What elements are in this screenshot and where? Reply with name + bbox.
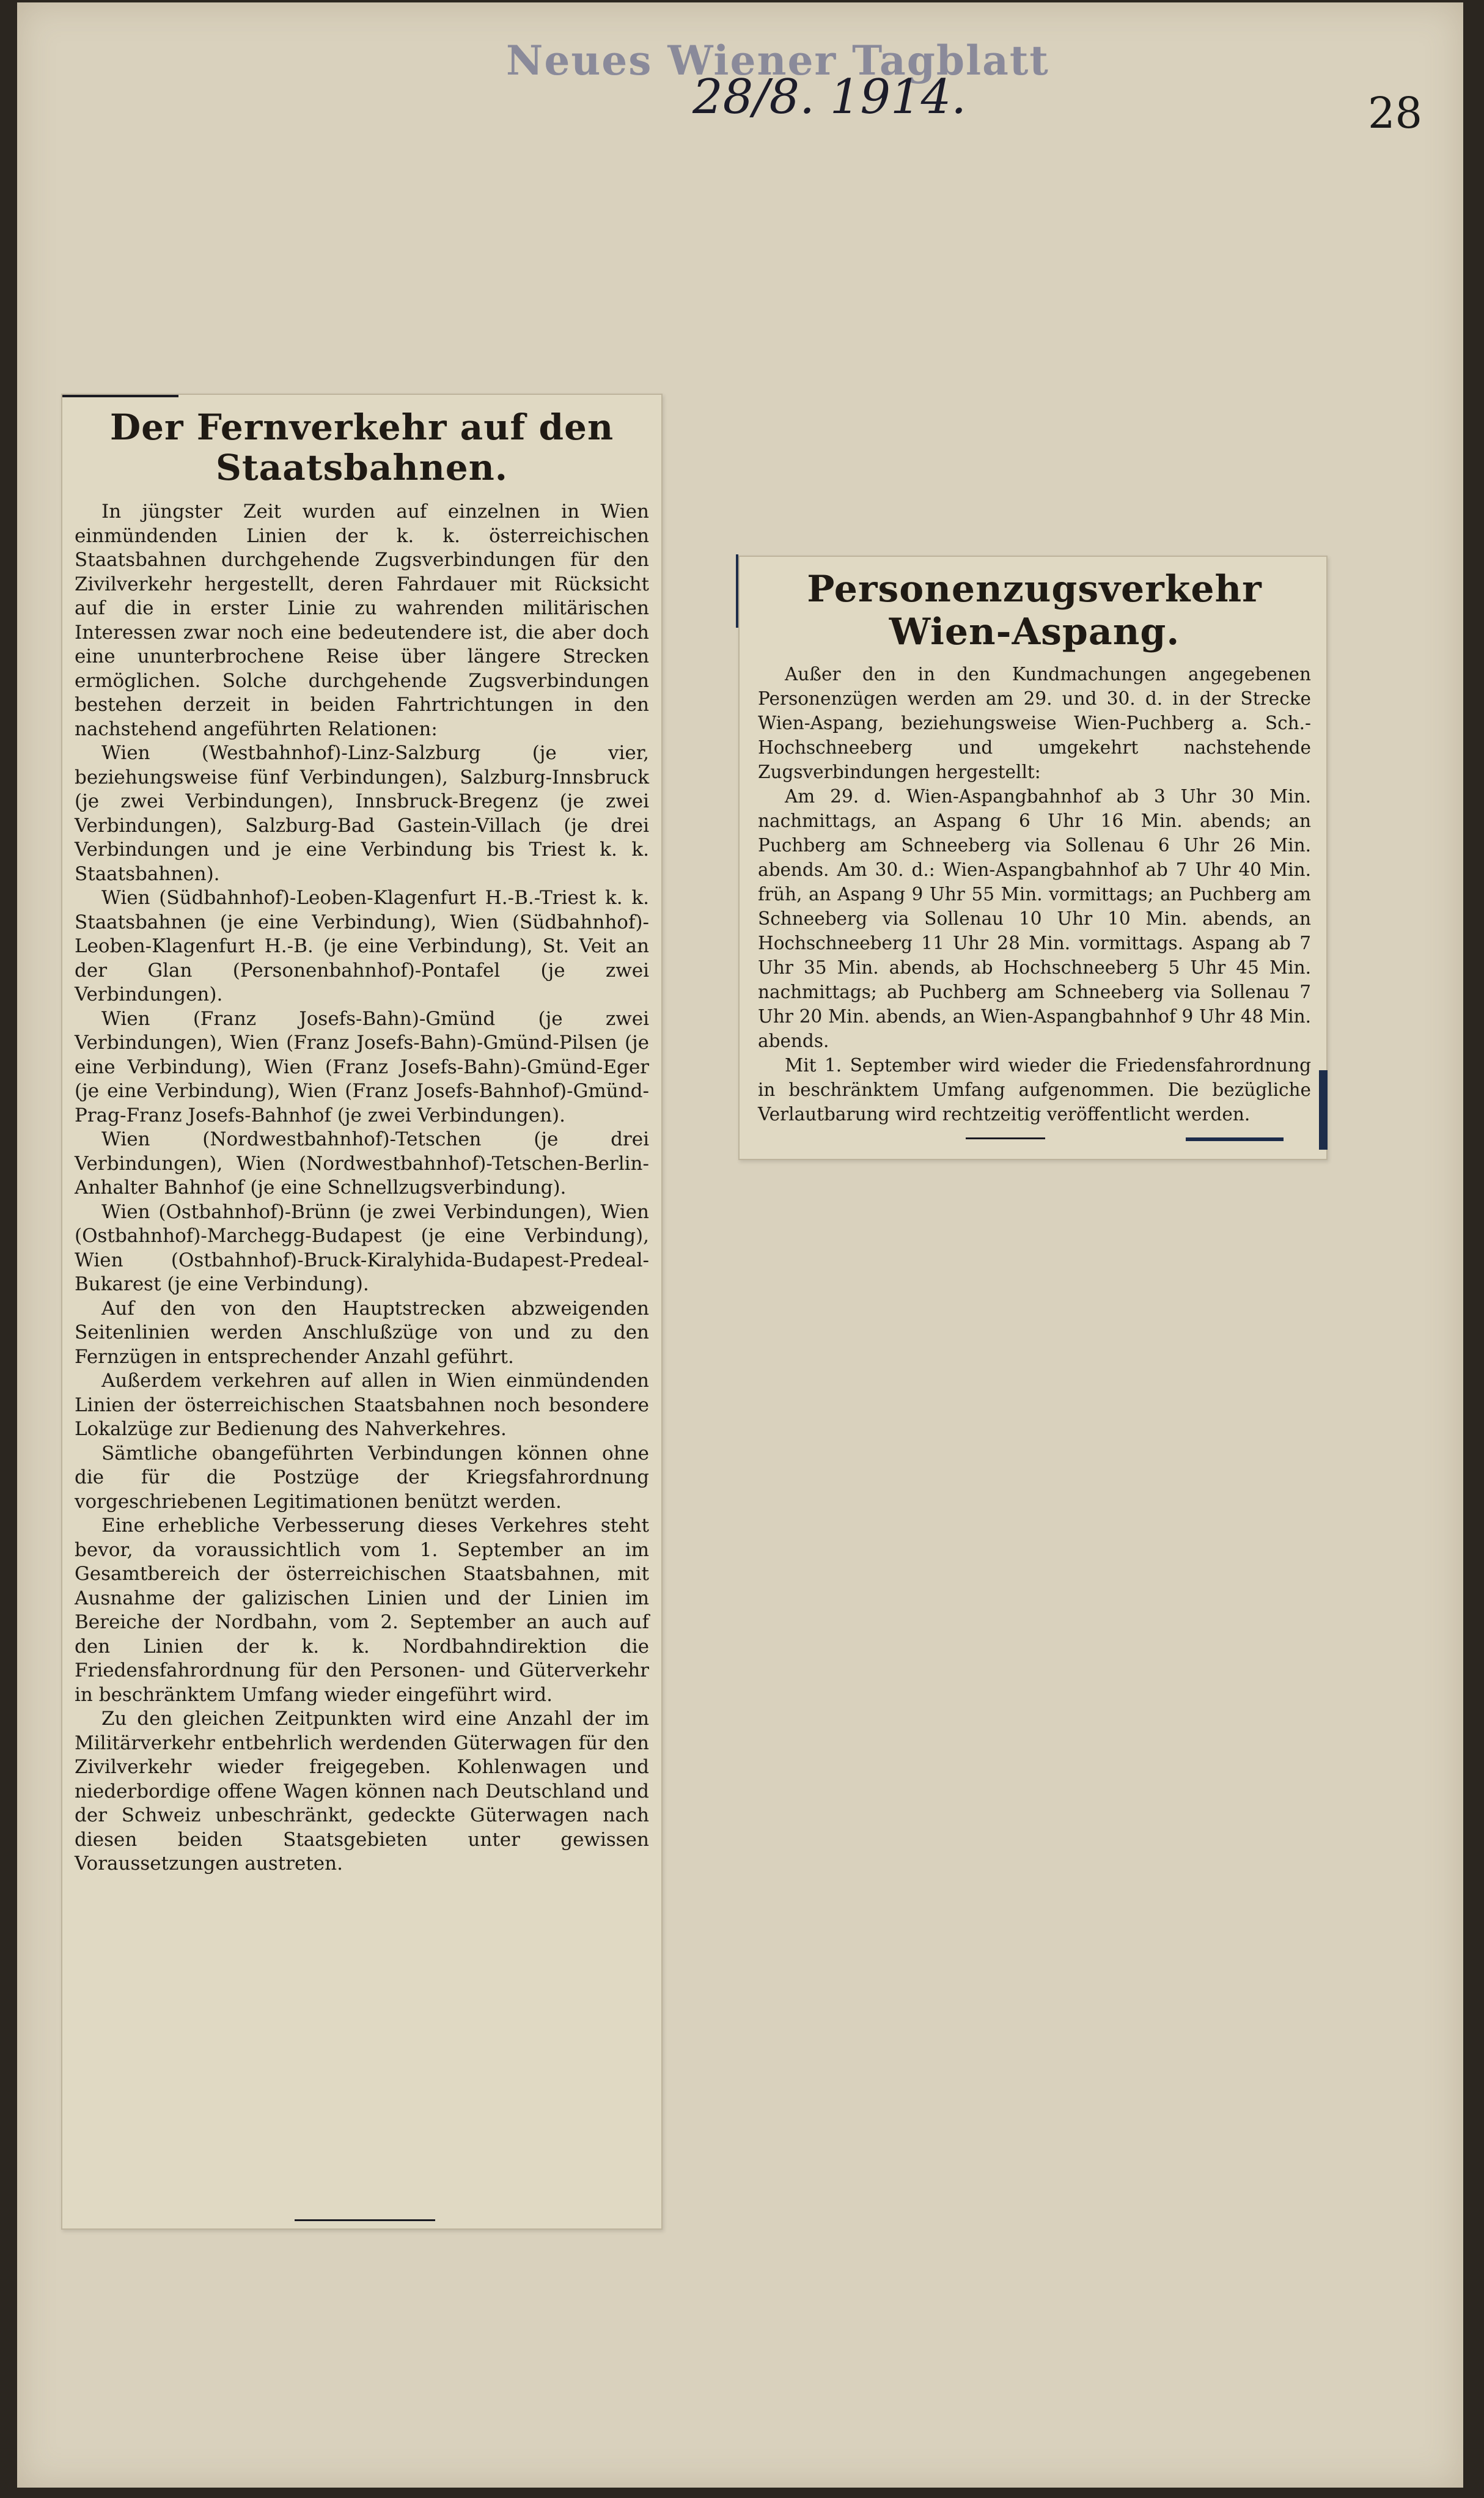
clipping-top-rule — [62, 395, 178, 397]
handwritten-date: 28/8. 1914. — [692, 70, 967, 125]
blue-pencil-mark — [1186, 1137, 1284, 1141]
article-paragraph: Wien (Nordwestbahnhof)-Tetschen (je drei Verbindungen), Wien (Nordwestbahnhof)-Tetschen-Berlin-Anhalter Bahnhof (je eine Schnellzugsverbindung). — [75, 1128, 649, 1199]
article-paragraph: Wien (Südbahnhof)-Leoben-Klagenfurt H.-B.-Triest k. k. Staatsbahnen (je eine Verbindung), Wien (Südbahnhof)-Leoben-Klagenfurt H.-B. (je eine Verbindung), St. Veit an der Glan (Personenbahnhof)-Pontafel (je zwei Verbindungen). — [75, 887, 649, 1005]
article-paragraph: In jüngster Zeit wurden auf einzelnen in Wien einmündenden Linien der k. k. österreichischen Staatsbahnen durchgehende Zugsverbindungen für den Zivilverkehr hergestellt, deren Fahrdauer mit Rücksicht auf die in erster Linie zu wahrenden militärischen Interessen zwar noch eine bedeutendere ist, die aber doch eine ununterbrochene Reise über längere Strecken ermöglichen. Solche durchgehende Zugsverbindungen bestehen derzeit in beiden Fahrtrichtungen in den nachstehend angeführten Relationen: — [75, 501, 649, 740]
archive-page — [17, 2, 1463, 2488]
article-paragraph: Wien (Westbahnhof)-Linz-Salzburg (je vier, beziehungsweise fünf Verbindungen), Salzburg-Innsbruck (je zwei Verbindungen), Innsbruck-Bregenz (je zwei Verbindungen), Salzburg-Bad Gastein-Villach (je drei Verbindungen und je eine Verbindung bis Triest k. k. Staatsbahnen). — [75, 742, 649, 885]
article-headline: Personenzugsverkehr Wien-Aspang. — [807, 568, 1262, 653]
article-headline: Der Fernverkehr auf den Staatsbahnen. — [109, 406, 614, 488]
article-end-rule — [295, 2219, 435, 2221]
article-paragraph: Sämtliche obangeführten Verbindungen können ohne die für die Postzüge der Kriegsfahrordnung vorgeschriebenen Legitimationen benützt werden. — [75, 1442, 649, 1513]
article-paragraph: Außer den in den Kundmachungen angegebenen Personenzügen werden am 29. und 30. d. in der Strecke Wien-Aspang, beziehungsweise Wien-Puchberg a. Sch.-Hochschneeberg und umgekehrt nachstehende Zugsverbindungen hergestellt: — [758, 664, 1311, 782]
article-paragraph: Zu den gleichen Zeitpunkten wird eine Anzahl der im Militärverkehr entbehrlich werdenden Güterwagen für den Zivilverkehr wieder freigegeben. Kohlenwagen und niederbordige offene Wagen können nach Deutschland und der Schweiz unbeschränkt, gedeckte Güterwagen nach diesen beiden Staatsgebieten unter gewissen Voraussetzungen austreten. — [75, 1708, 649, 1875]
article-body — [75, 407, 649, 1876]
page-number: 28 — [1368, 88, 1423, 138]
blue-pencil-mark — [736, 554, 738, 628]
article-paragraph: Wien (Franz Josefs-Bahn)-Gmünd (je zwei Verbindungen), Wien (Franz Josefs-Bahn)-Gmünd-Pilsen (je eine Verbindung), Wien (Franz Josefs-Bahn)-Gmünd-Eger (je eine Verbindung), Wien (Franz Josefs-Bahnhof)-Gmünd-Prag-Franz Josefs-Bahnhof (je zwei Verbindungen). — [75, 1007, 649, 1126]
clipping-wien-aspang — [738, 556, 1328, 1160]
blue-pencil-mark — [1319, 1070, 1328, 1150]
clipping-fernverkehr — [61, 394, 663, 2230]
article-paragraph: Am 29. d. Wien-Aspangbahnhof ab 3 Uhr 30 Min. nachmittags, an Aspang 6 Uhr 16 Min. abends; an Puchberg am Schneeberg via Sollenau 6 Uhr 26 Min. abends. Am 30. d.: Wien-Aspangbahnhof ab 7 Uhr 40 Min. früh, an Aspang 9 Uhr 55 Min. vormittags; an Puchberg am Schneeberg via Sollenau 10 Uhr 10 Min. abends, an Hochschneeberg 11 Uhr 28 Min. vormittags. Aspang ab 7 Uhr 35 Min. abends, ab Hochschneeberg 5 Uhr 45 Min. nachmittags; ab Puchberg am Schneeberg via Sollenau 7 Uhr 20 Min. abends, an Wien-Aspangbahnhof 9 Uhr 48 Min. abends. — [758, 786, 1311, 1051]
article-paragraph: Wien (Ostbahnhof)-Brünn (je zwei Verbindungen), Wien (Ostbahnhof)-Marchegg-Budapest (je eine Verbindung), Wien (Ostbahnhof)-Bruck-Kiralyhida-Budapest-Predeal-Bukarest (je eine Verbindung). — [75, 1200, 649, 1295]
article-body — [758, 568, 1311, 1126]
masthead-stamp: Neues Wiener Tagblatt — [506, 37, 1049, 84]
article-end-rule — [966, 1137, 1045, 1139]
article-paragraph: Eine erhebliche Verbesserung dieses Verkehres steht bevor, da voraussichtlich vom 1. September an im Gesamtbereich der österreichischen Staatsbahnen, mit Ausnahme der galizischen Linien und der Linien im Bereiche der Nordbahn, vom 2. September an auch auf den Linien der k. k. Nordbahndirektion die Friedensfahrordnung für den Personen- und Güterverkehr in beschränktem Umfang wieder eingeführt wird. — [75, 1515, 649, 1706]
article-paragraph: Auf den von den Hauptstrecken abzweigenden Seitenlinien werden Anschlußzüge von und zu den Fernzügen in entsprechender Anzahl geführt. — [75, 1297, 649, 1368]
article-paragraph: Außerdem verkehren auf allen in Wien einmündenden Linien der österreichischen Staatsbahnen noch besondere Lokalzüge zur Bedienung des Nahverkehres. — [75, 1370, 649, 1440]
article-paragraph: Mit 1. September wird wieder die Friedensfahrordnung in beschränktem Umfang aufgenommen. Die bezügliche Verlautbarung wird rechtzeitig veröffentlicht werden. — [758, 1055, 1311, 1125]
